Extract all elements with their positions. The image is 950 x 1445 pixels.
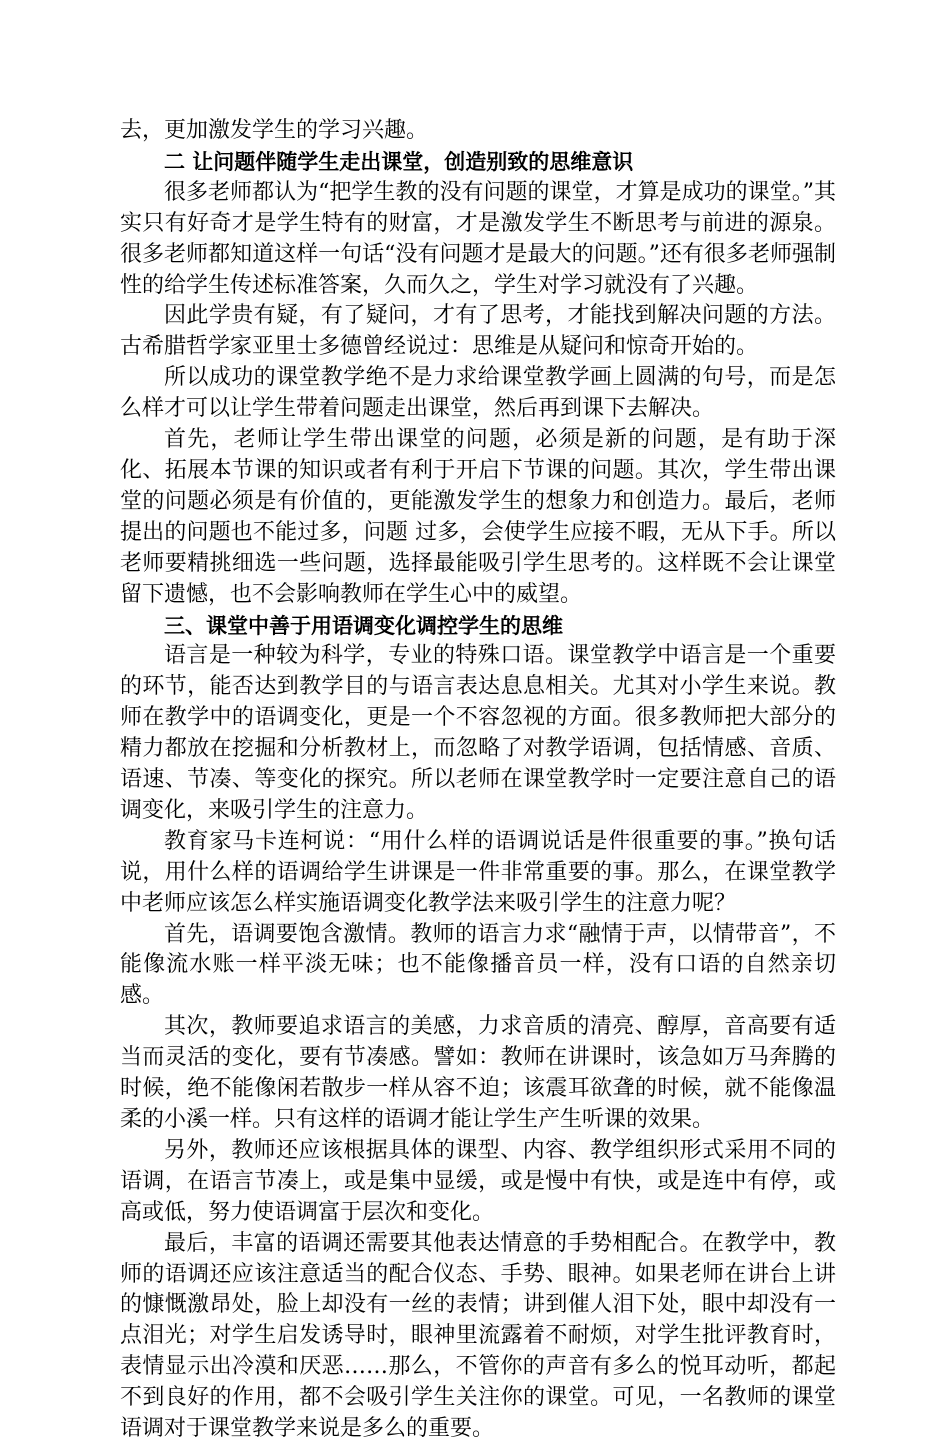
section-heading-two: 二 让问题伴随学生走出课堂，创造别致的思维意识: [164, 149, 634, 174]
section-heading-three: 三、课堂中善于用语调变化调控学生的思维: [164, 613, 563, 638]
paragraph: 很多老师都认为“把学生教的没有问题的课堂，才算是成功的课堂。”其实只有好奇才是学生特有的财富，才是激发学生不断思考与前进的源泉。很多老师都知道这样一句话“没有问题才是最大的问题。”还有很多老师强制性的给学生传述标准答案，久而久之，学生对学习就没有了兴趣。: [120, 179, 836, 298]
paragraph: 最后，丰富的语调还需要其他表达情意的手势相配合。在教学中，教师的语调还应该注意适当的配合仪态、手势、眼神。如果老师在讲台上讲的慷慨激昂处，脸上却没有一丝的表情；讲到催人泪下处，眼中却没有一点泪光；对学生启发诱导时，眼神里流露着不耐烦，对学生批评教育时，表情显示出冷漠和厌恶……那么，不管你的声音有多么的悦耳动听，都起不到良好的作用，都不会吸引学生关注你的课堂。可见，一名教师的课堂语调对于课堂教学来说是多么的重要。: [120, 1230, 836, 1442]
paragraph: 首先，语调要饱含激情。教师的语言力求“融情于声，以情带音”，不能像流水账一样平淡无味；也不能像播音员一样，没有口语的自然亲切感。: [120, 921, 836, 1009]
paragraph: 其次，教师要追求语言的美感，力求音质的清亮、醇厚，音高要有适当而灵活的变化，要有节凑感。譬如：教师在讲课时，该急如万马奔腾的时候，绝不能像闲若散步一样从容不迫；该震耳欲聋的时候，就不能像温柔的小溪一样。只有这样的语调才能让学生产生听课的效果。: [120, 1014, 836, 1132]
paragraph: 另外，教师还应该根据具体的课型、内容、教学组织形式采用不同的语调，在语言节凑上，或是集中显缓，或是慢中有快，或是连中有停，或高或低，努力使语调富于层次和变化。: [120, 1137, 836, 1225]
paragraph: 语言是一种较为科学，专业的特殊口语。课堂教学中语言是一个重要的环节，能否达到教学目的与语言表达息息相关。尤其对小学生来说。教师在教学中的语调变化，更是一个不容忽视的方面。很多教师把大部分的精力都放在挖掘和分析教材上，而忽略了对教学语调，包括情感、音质、语速、节凑、等变化的探究。所以老师在课堂教学时一定要注意自己的语调变化，来吸引学生的注意力。: [120, 643, 836, 823]
paragraph: 所以成功的课堂教学绝不是力求给课堂教学画上圆满的句号，而是怎么样才可以让学生带着问题走出课堂，然后再到课下去解决。: [120, 365, 836, 422]
document-page: [120, 116, 836, 1445]
paragraph: 因此学贵有疑，有了疑问，才有了思考，才能找到解决问题的方法。古希腊哲学家亚里士多德曾经说过：思维是从疑问和惊奇开始的。: [120, 303, 836, 360]
paragraph: 教育家马卡连柯说：“用什么样的语调说话是件很重要的事。”换句话说，用什么样的语调给学生讲课是一件非常重要的事。那么，在课堂教学中老师应该怎么样实施语调变化教学法来吸引学生的注意力呢？: [120, 828, 836, 916]
paragraph-continuation: 去，更加激发学生的学习兴趣。: [120, 118, 429, 143]
paragraph: 首先，老师让学生带出课堂的问题，必须是新的问题，是有助于深化、拓展本节课的知识或者有利于开启下节课的问题。其次，学生带出课堂的问题必须是有价值的，更能激发学生的想象力和创造力。最后，老师提出的问题也不能过多，问题 过多，会使学生应接不暇，无从下手。所以老师要精挑细选一些问题，选择最能吸引学生思考的。这样既不会让课堂留下遗憾，也不会影响教师在学生心中的威望。: [120, 427, 836, 607]
